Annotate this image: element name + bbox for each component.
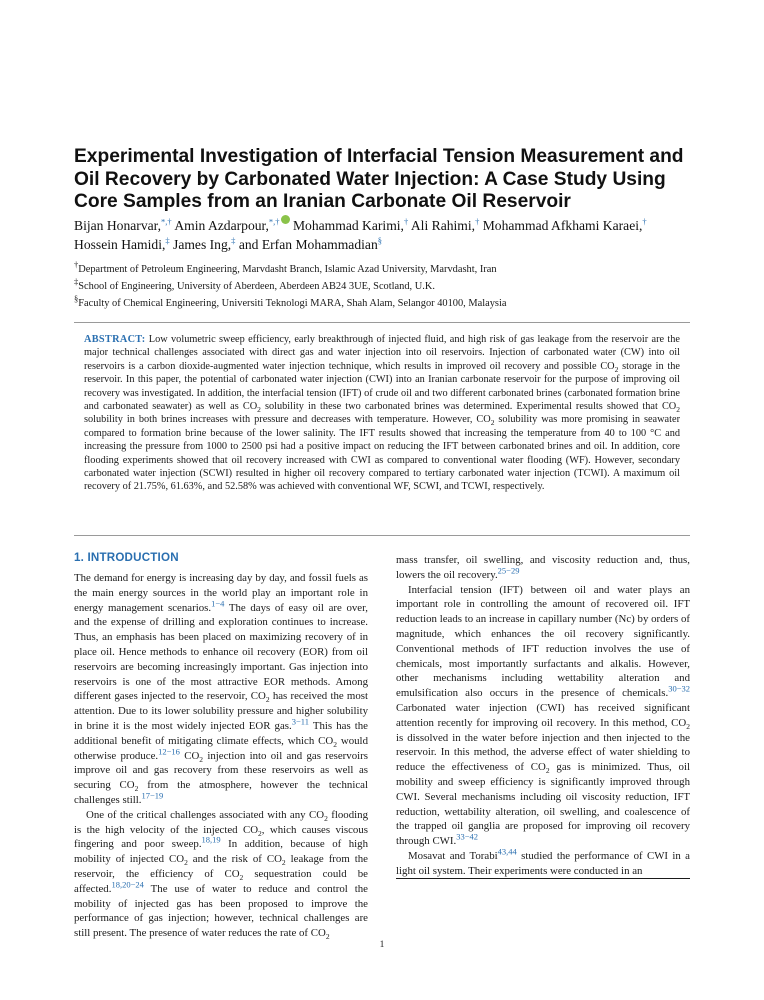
author bbox=[74, 237, 170, 252]
left-column bbox=[74, 551, 368, 941]
subscript: 2 bbox=[257, 405, 261, 415]
author-name: and Erfan Mohammadian bbox=[238, 237, 378, 253]
affiliation-list bbox=[74, 261, 696, 312]
paper-title: Experimental Investigation of Interfacial Tension Measurement and Oil Recovery by Carbonated Water Injection: A Case Study Using Core Samples from an Iranian Carbonate Oil Reservoir bbox=[74, 146, 684, 212]
orcid-icon bbox=[281, 215, 290, 224]
author-mark: *,† bbox=[268, 216, 280, 226]
affiliation-text: Department of Petroleum Engineering, Marvdasht Branch, Islamic Azad University, Marvdasht, Iran bbox=[78, 264, 497, 275]
author-name: Amin Azdarpour, bbox=[174, 217, 269, 233]
affiliation bbox=[74, 295, 696, 312]
subscript: 2 bbox=[265, 695, 270, 705]
body-paragraph: mass transfer, oil swelling, and viscosity reduction and, thus, lowers the oil recovery.$^{25-29}$ bbox=[396, 554, 690, 581]
citation-ref[interactable]: 17−19 bbox=[141, 790, 164, 801]
citation-ref[interactable]: 1−4 bbox=[211, 597, 225, 608]
subscript: 2 bbox=[134, 784, 139, 794]
section-heading-introduction: 1. INTRODUCTION bbox=[74, 551, 179, 564]
subscript: 2 bbox=[324, 813, 328, 823]
affiliation-text: Faculty of Chemical Engineering, Universiti Teknologi MARA, Shah Alam, Selangor 40100, Malaysia bbox=[78, 298, 507, 309]
citation-ref[interactable]: 33−42 bbox=[456, 831, 479, 842]
subscript: 2 bbox=[325, 932, 330, 942]
citation-ref[interactable]: 18,19 bbox=[201, 834, 221, 845]
right-column-text bbox=[396, 553, 690, 879]
affiliation-text: School of Engineering, University of Aberdeen, Aberdeen AB24 3UE, Scotland, U.K. bbox=[78, 281, 435, 292]
abstract-bottom-rule bbox=[74, 535, 690, 536]
body-paragraph: Interfacial tension (IFT) between oil and water plays an important role in controlling the amount of recovered oil. IFT reduction leads to an increase in capillary number (Nc) by orders of magnitude, which enhances the oil recovery significantly. Conventional methods of IFT reduction involves the use of chemicals, most importantly surfactants and alkalis. However, other mechanisms including wettability alteration and emulsification also occurs in the presence of chemicals.$^{30-32}$ Carbonated water injection (CWI) has received significant attention recently for improving oil recovery. In this method, $CO_2$ is dissolved in the water before injection and then injected to the reservoir. In this method, the adverse effect of water shielding to reduce the effectiveness of $CO_2$ gas is minimized. Thus, oil mobility and sweep efficiency is significantly improved through CWI. Several mechanisms including oil viscosity reduction, IFT reduction, wettability alteration, oil swelling, and coalescence of the trapped oil ganglia are proposed for improving oil recovery through CWI.$^{33-42}$ bbox=[396, 583, 691, 848]
affiliation-mark: ‡ bbox=[74, 276, 79, 287]
citation-ref[interactable]: 12−16 bbox=[158, 745, 180, 756]
author-name: Mohammad Karimi, bbox=[292, 217, 404, 233]
author-name: Bijan Honarvar, bbox=[74, 217, 162, 233]
author-name: Ali Rahimi, bbox=[410, 217, 476, 233]
author bbox=[74, 218, 172, 233]
author-mark: † bbox=[403, 216, 409, 226]
citation-ref[interactable]: 3−11 bbox=[291, 716, 309, 727]
citation-ref[interactable]: 25−29 bbox=[497, 565, 520, 576]
subscript: 2 bbox=[490, 418, 495, 428]
author bbox=[239, 237, 382, 252]
author-mark: ‡ bbox=[231, 235, 236, 246]
citation-ref[interactable]: 30−32 bbox=[668, 683, 690, 694]
subscript: 2 bbox=[614, 364, 619, 374]
author bbox=[173, 237, 235, 252]
subscript: 2 bbox=[184, 858, 188, 868]
author-name: Hossein Hamidi, bbox=[74, 237, 166, 253]
page-number: 1 bbox=[379, 940, 385, 950]
author-mark: § bbox=[377, 235, 382, 246]
right-column bbox=[396, 553, 690, 879]
subscript: 2 bbox=[676, 405, 680, 415]
author bbox=[174, 218, 289, 233]
abstract-label: ABSTRACT: bbox=[84, 334, 146, 345]
subscript: 2 bbox=[281, 858, 286, 868]
left-column-text bbox=[74, 571, 368, 941]
author-list bbox=[74, 215, 696, 255]
affiliation bbox=[74, 278, 696, 295]
body-paragraph: Mosavat and Torabi$^{43,44}$ studied the performance of CWI in a light oil system. Their experiments were conducted in an bbox=[396, 846, 690, 877]
subscript: 2 bbox=[199, 754, 204, 764]
subscript: 2 bbox=[686, 721, 690, 731]
abstract: ABSTRACT: Low volumetric sweep efficiency, early breakthrough of injected fluid, and high risk of gas leakage from the reservoir are the major technical challenges associated with direct gas and water injection into oil reservoirs. Injection of carbonated water (CW) into oil reservoirs is a carbon dioxide-augmented water injection technique, which results in improved oil recovery and possible $CO_2$ storage in the reservoir. In this paper, the potential of carbonated water injection (CWI) into an Iranian carbonate reservoir for the purpose of improving oil recovery was investigated. In addition, the interfacial tension (IFT) of crude oil and two different carbonated brines (carbonated formation brine and carbonated seawater) as well as $CO_2$ solubility in these two carbonated brines was determined. Experimental results showed that $CO_2$ solubility in both brines increases with pressure and decreases with temperature. However, $CO_2$ solubility was more promising in seawater compared to formation brine because of the lower salinity. The IFT results showed that increasing the temperature from 40 to 100 °C and increasing the pressure from 1000 to 2500 psi had a positive impact on reducing the IFT between carbonated brines and oil. In addition, core flooding experiments showed that oil recovery increased with CWI as compared to conventional water flooding (WF). However, secondary carbonated water injection (SCWI) resulted in higher oil recovery compared to tertiary carbonated water injection (TCWI). A maximum oil recovery of 21.75%, 61.63%, and 52.58% was achieved with conventional WF, SCWI, and TCWI, respectively. bbox=[84, 334, 680, 493]
author-name: James Ing, bbox=[173, 237, 232, 253]
affiliation-mark: § bbox=[74, 293, 79, 304]
author bbox=[411, 218, 479, 233]
author-mark: † bbox=[642, 216, 647, 226]
author-mark: ‡ bbox=[165, 235, 170, 246]
author bbox=[293, 218, 408, 233]
subscript: 2 bbox=[239, 873, 244, 883]
author-mark: † bbox=[475, 216, 480, 226]
subscript: 2 bbox=[545, 766, 550, 776]
citation-ref[interactable]: 18,20−24 bbox=[111, 879, 144, 890]
author bbox=[483, 218, 647, 233]
body-paragraph: One of the critical challenges associated with any $CO_2$ flooding is the high velocity of the injected $CO_2$, which causes viscous fingering and poor sweep.$^{18,19}$ In addition, because of high mobility of injected $CO_2$ and the risk of $CO_2$ leakage from the reservoir, the efficiency of $CO_2$ sequestration could be affected.$^{18,20-24}$ The use of water to reduce and control the mobility of injected gas has been proposed to improve the performance of gas injection; however, technical challenges are still present. The presence of water reduces the rate of $CO_2$ bbox=[74, 808, 368, 942]
body-paragraph: The demand for energy is increasing day by day, and fossil fuels as the main energy sources in the world play an important role in energy management scenarios.$^{1-4}$ The days of easy oil are over, and the expense of drilling and exploration continues to increase. Thus, an emphasis has been placed on maximizing recovery of in place oil. Hence methods to enhance oil recovery (EOR) from oil reservoirs are becoming increasingly important. Gas injection into reservoirs is one of the most attractive EOR methods. Among different gases injected to the reservoir, $CO_2$ has received the most attention. Due to its lower solubility pressure and higher solubility in brine it is the most widely injected EOR gas.$^{3-11}$ This has the additional benefit of mitigating climate effects, which $CO_2$ would otherwise produce.$^{12-16}$ $CO_2$ injection into oil and gas reservoirs improve oil and gas recovery from these reservoirs as well as securing $CO_2$ from the atmosphere, however the technical challenges still.$^{17-19}$ bbox=[74, 572, 369, 806]
affiliation-mark: † bbox=[74, 259, 79, 270]
author-mark: *,† bbox=[161, 216, 172, 226]
subscript: 2 bbox=[333, 739, 337, 749]
author-name: Mohammad Afkhami Karaei, bbox=[482, 217, 643, 233]
column-end-rule bbox=[396, 878, 690, 879]
citation-ref[interactable]: 43,44 bbox=[497, 846, 517, 857]
subscript: 2 bbox=[258, 828, 262, 838]
abstract-top-rule bbox=[74, 322, 690, 323]
affiliation bbox=[74, 261, 696, 278]
